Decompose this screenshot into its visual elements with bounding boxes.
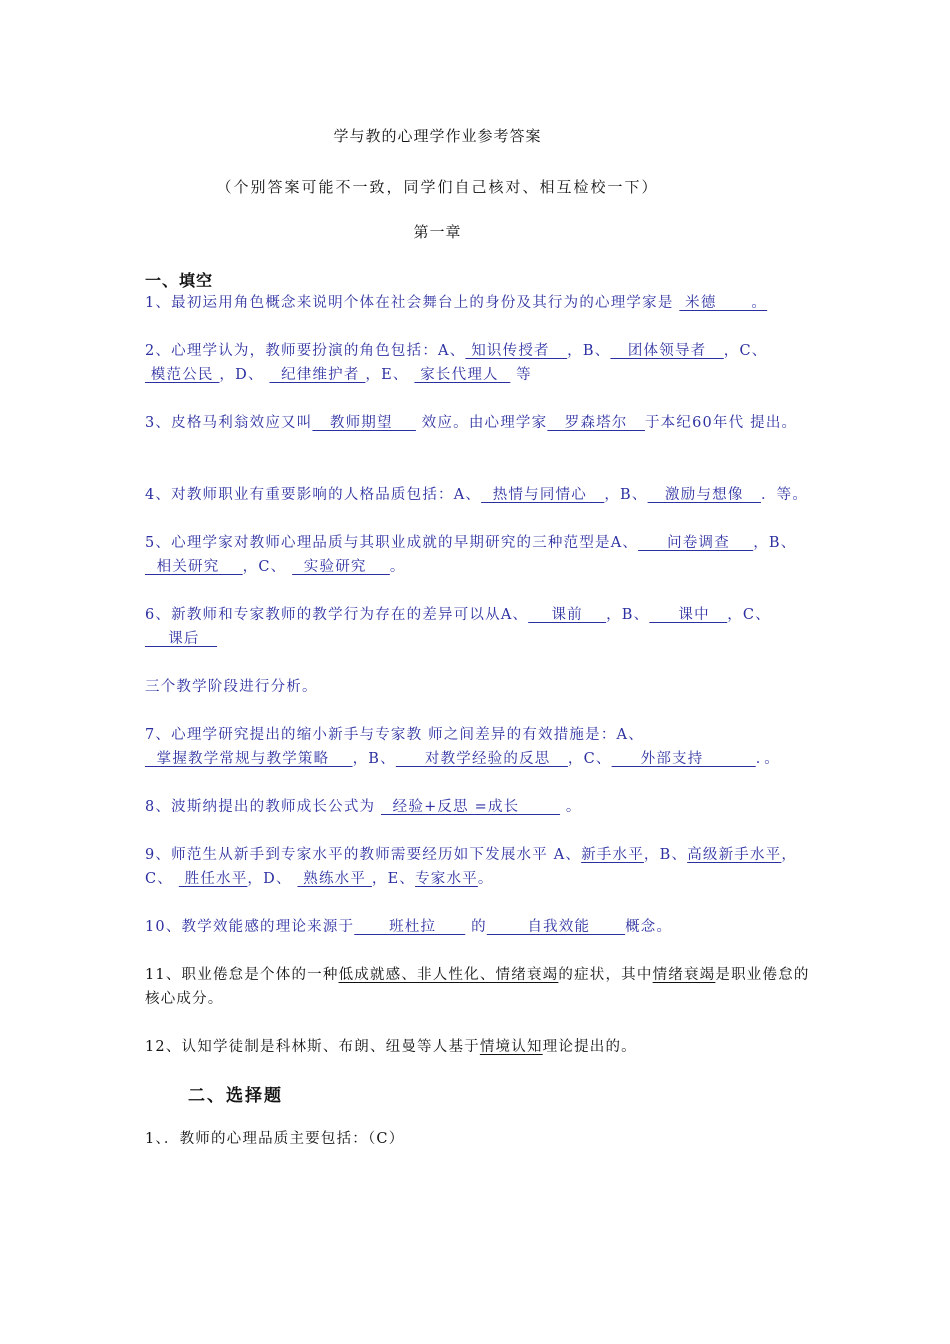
answer-blank: 低成就感、非人性化、情绪衰竭 — [338, 967, 559, 983]
answer-blank: 米德 。 — [679, 295, 768, 311]
answer-blank: 情境认知 — [479, 1039, 543, 1055]
answer-blank: 实验研究 — [292, 559, 390, 575]
answer-blank: 知识传授者 — [465, 343, 568, 359]
answer-blank: 专家水平 — [415, 871, 478, 887]
question-7: 7、心理学研究提出的缩小新手与专家教 师之间差异的有效措施是：A、 掌握教学常规与教学策略 ，B、 对教学经验的反思 ，C、 外部支持 ．。 — [145, 727, 780, 767]
question-12: 12、认知学徒制是科林斯、布朗、纽曼等人基于情境认知理论提出的。 — [145, 1039, 637, 1055]
page-title: 学与教的心理学作业参考答案 — [333, 127, 542, 145]
answer-blank: 外部支持 — [611, 751, 756, 767]
question-4: 4、对教师职业有重要影响的人格品质包括：A、 热情与同情心 ，B、 激励与想像 ．等。 — [145, 487, 809, 503]
section-heading-fill-in: 一、填空 — [145, 271, 214, 290]
answer-blank: 纪律维护者 — [269, 367, 366, 383]
choice-question-1: 1、．教师的心理品质主要包括：（C） — [145, 1131, 405, 1147]
answer-blank: 团体领导者 — [610, 343, 724, 359]
question-5: 5、心理学家对教师心理品质与其职业成就的早期研究的三种范型是A、 问卷调查 ，B、 相关研究 ，C、 实验研究 。 — [145, 535, 797, 575]
answer-blank: 高级新手水平 — [687, 847, 782, 863]
section-heading-multiple-choice: 二、选择题 — [188, 1086, 283, 1106]
answer-blank: 掌握教学常规与教学策略 — [145, 751, 353, 767]
question-3: 3、皮格马利翁效应又叫 教师期望 效应。由心理学家 罗森塔尔 于本纪60年代 提出。 — [145, 415, 798, 431]
answer-blank: 课中 — [649, 607, 728, 623]
answer-blank: 罗森塔尔 — [547, 415, 645, 431]
question-11: 11、职业倦怠是个体的一种低成就感、非人性化、情绪衰竭的症状，其中情绪衰竭是职业倦怠的核心成分。 — [145, 967, 810, 1007]
answer-blank: 经验+反思 =成长 — [381, 799, 561, 815]
answer-blank: 模范公民 — [145, 367, 220, 383]
answer-blank: 自我效能 — [486, 919, 626, 935]
question-6: 6、新教师和专家教师的教学行为存在的差异可以从A、 课前 ，B、 课中 ，C、 课后 — [145, 607, 771, 647]
question-6-continuation: 三个教学阶段进行分析。 — [145, 679, 318, 695]
question-8: 8、波斯纳提出的教师成长公式为 经验+反思 =成长 。 — [145, 799, 582, 815]
answer-blank: 班杜拉 — [354, 919, 466, 935]
answer-blank: 熟练水平 — [297, 871, 372, 887]
answer-blank: 家长代理人 — [414, 367, 511, 383]
question-9: 9、师范生从新手到专家水平的教师需要经历如下发展水平 A、新手水平，B、高级新手水平，C、 胜任水平，D、 熟练水平 ，E、专家水平。 — [145, 847, 798, 887]
answer-blank: 课前 — [528, 607, 607, 623]
answer-blank: 情绪衰竭 — [652, 967, 716, 983]
answer-blank: 对教学经验的反思 — [395, 751, 568, 767]
answer-blank: 激励与想像 — [647, 487, 761, 503]
page-subtitle: （个别答案可能不一致，同学们自己核对、相互检校一下） — [216, 178, 659, 196]
answer-blank: 教师期望 — [312, 415, 416, 431]
question-1: 1、最初运用角色概念来说明个体在社会舞台上的身份及其行为的心理学家是 米德 。 — [145, 295, 768, 311]
question-2: 2、心理学认为，教师要扮演的角色包括：A、 知识传授者 ，B、 团体领导者 ，C、 模范公民 ，D、 纪律维护者 ，E、 家长代理人 等 — [145, 343, 768, 383]
answer-blank: 新手水平 — [581, 847, 644, 863]
answer-blank: 胜任水平 — [178, 871, 248, 887]
answer-blank: 热情与同情心 — [481, 487, 605, 503]
chapter-heading: 第一章 — [413, 223, 462, 241]
answer-blank: 问卷调查 — [638, 535, 754, 551]
answer-blank: 课后 — [145, 631, 218, 647]
question-10: 10、教学效能感的理论来源于 班杜拉 的 自我效能 概念。 — [145, 919, 673, 935]
answer-blank: 相关研究 — [145, 559, 243, 575]
